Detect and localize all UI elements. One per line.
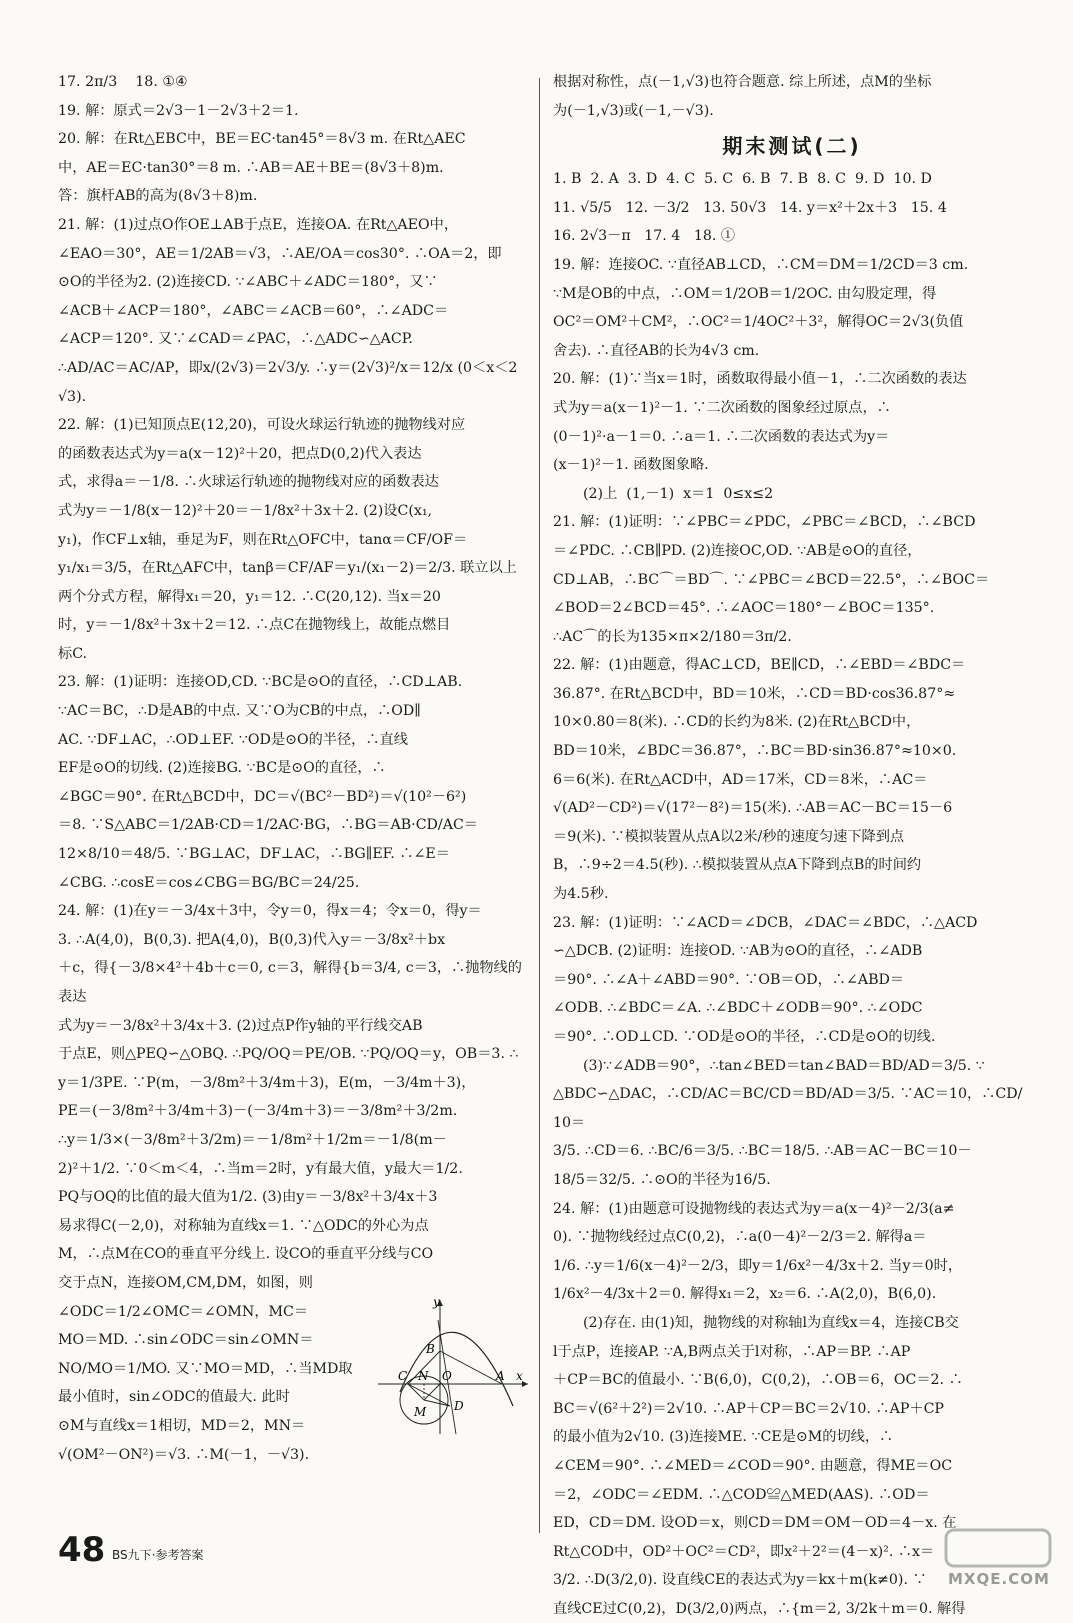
segment-mo (424, 1384, 440, 1400)
answer-line: ∴AD/AC＝AC/AP，即x/(2√3)＝2√3/y. ∴y＝(2√3)²/x＝12/x (0＜x＜2√3). (58, 359, 518, 405)
answer-line: 易求得C(－2,0)，对称轴为直线x＝1. ∵△ODC的外心为点 (58, 1217, 429, 1234)
answer-line: 11. √5/5 12. －3/2 13. 50√3 14. y＝x²＋2x＋3 15. 4 (553, 199, 947, 216)
answer-line: (3)∵∠ADB＝90°，∴tan∠BED＝tan∠BAD＝BD/AD＝3/5. ∵ (583, 1057, 985, 1074)
answer-line: 两个分式方程，解得x₁＝20，y₁＝12. ∴C(20,12). 当x＝20 (58, 588, 441, 605)
answer-line: (2)上 (1,－1) x＝1 0≤x≤2 (583, 485, 774, 502)
answer-line: 时，y＝－1/8x²＋3x＋2＝12. ∴点C在抛物线上，故能点燃目 (58, 617, 451, 634)
answer-line: 的最小值为2√10. (3)连接ME. ∵CE是⊙M的切线，∴ (553, 1429, 894, 1446)
answer-line: 为(－1,√3)或(－1,－√3). (553, 102, 714, 119)
answer-line: 23. 解：(1)证明：∵∠ACD＝∠DCB，∠DAC＝∠BDC，∴△ACD (553, 914, 978, 931)
answer-line: M，∴点M在CO的垂直平分线上. 设CO的垂直平分线与CO (58, 1246, 434, 1263)
answer-line: 标C. (58, 645, 88, 662)
answer-line: 24. 解：(1)由题意可设抛物线的表达式为y＝a(x－4)²－2/3(a≠ (553, 1200, 955, 1217)
answer-line: NO/MO＝1/MO. 又∵MO＝MD，∴当MD取 (58, 1360, 353, 1377)
answer-line: y₁/x₁＝3/5，在Rt△AFC中，tanβ＝CF/AF＝y₁/(x₁－2)＝2/3. 联立以上 (58, 560, 517, 577)
label-m: M (414, 1405, 427, 1419)
answer-line: CD⊥AB，∴BC⌒＝BD⌒. ∵∠PBC＝∠BCD＝22.5°，∴∠BOC＝ (553, 571, 990, 588)
answer-line: 1. B 2. A 3. D 4. C 5. C 6. B 7. B 8. C 9. D 10. D (553, 171, 932, 188)
answer-line: ∴y＝1/3×(－3/8m²＋3/2m)＝－1/8m²＋1/2m＝－1/8(m－ (58, 1131, 447, 1148)
answer-line: 36.87°. 在Rt△BCD中，BD＝10米，∴CD＝BD·cos36.87°≈ (553, 685, 956, 702)
segment-md (424, 1400, 450, 1406)
answer-line: 24. 解：(1)在y＝－3/4x＋3中，令y＝0，得x＝4；令x＝0，得y＝ (58, 903, 482, 920)
answer-line: ∠ODC＝1/2∠OMC＝∠OMN，MC＝ (58, 1303, 309, 1320)
x-axis-arrow (522, 1381, 528, 1387)
answer-line: PE＝(－3/8m²＋3/4m＋3)－(－3/4m＋3)＝－3/8m²＋3/2m. (58, 1103, 458, 1120)
watermark-badge (946, 1530, 1050, 1566)
answer-line: EF是⊙O的切线. (2)连接BG. ∵BC是⊙O的直径，∴ (58, 760, 386, 777)
answer-line: 为4.5秒. (553, 886, 609, 903)
answer-line: (2)存在. 由(1)知，抛物线的对称轴l为直线x＝4，连接CB交 (583, 1314, 959, 1331)
label-y: y (433, 1296, 440, 1309)
answer-line: 19. 解：连接OC. ∵直径AB⊥CD，∴CM＝DM＝1/2CD＝3 cm. (553, 256, 969, 273)
answer-line: 交于点N，连接OM,CM,DM，如图，则 (58, 1274, 313, 1291)
answer-line: y＝1/3PE. ∵P(m，－3/8m²＋3/4m＋3)，E(m，－3/4m＋3)， (58, 1074, 476, 1091)
answer-line: 20. 解：在Rt△EBC中，BE＝EC·tan45°＝8√3 m. 在Rt△AEC (58, 131, 466, 148)
answer-line: 直线CE过C(0,2)，D(3/2,0)两点，∴{m＝2, 3/2k＋m＝0. 解得 (553, 1600, 966, 1617)
answer-line: 12×8/10＝48/5. ∵BG⊥AC，DF⊥AC，∴BG∥EF. ∴∠E＝ (58, 846, 450, 863)
watermark-url: MXQE.COM (948, 1570, 1050, 1588)
answer-line: ∠ODB. ∴∠BDC＝∠A. ∴∠BDC＋∠ODB＝90°. ∴∠ODC (553, 1000, 923, 1017)
answer-line: △BDC∽△DAC，∴CD/AC＝BC/CD＝BD/AD＝3/5. ∵AC＝10，∴CD/10＝ (553, 1086, 1023, 1131)
answer-line: 1/6x²－4/3x＋2＝0. 解得x₁＝2，x₂＝6. ∴A(2,0)，B(6,0). (553, 1286, 937, 1303)
answer-line: 最小值时，sin∠ODC的值最大. 此时 (58, 1389, 290, 1406)
answer-line: 21. 解：(1)过点O作OE⊥AB于点E，连接OA. 在Rt△AEO中， (58, 216, 459, 233)
answer-line: AC. ∵DF⊥AC，∴OD⊥EF. ∵OD是⊙O的半径，∴直线 (58, 731, 408, 748)
answer-line: ＝∠PDC. ∴CB∥PD. (2)连接OC,OD. ∵AB是⊙O的直径， (553, 542, 922, 559)
answer-line: 10×0.80＝8(米). ∴CD的长约为8米. (2)在Rt△BCD中， (553, 714, 921, 731)
answer-line: 3/2. ∴D(3/2,0). 设直线CE的表达式为y＝kx＋m(k≠0). ∵ (553, 1572, 927, 1589)
answer-line: l于点P，连接AP. ∵A,B两点关于l对称，∴AP＝BP. ∴AP (553, 1343, 911, 1360)
answer-line: 的函数表达式为y＝a(x－12)²＋20，把点D(0,2)代入表达 (58, 445, 422, 462)
answer-line: 式为y＝－1/8(x－12)²＋20＝－1/8x²＋3x＋2. (2)设C(x₁, (58, 502, 433, 519)
page-number: 48 (58, 1530, 106, 1570)
answer-line: ∠BGC＝90°. 在Rt△BCD中，DC＝√(BC²－BD²)＝√(10²－6²) (58, 788, 467, 805)
answer-line: 舍去). ∴直径AB的长为4√3 cm. (553, 342, 760, 359)
answer-line: ∠CBG. ∴cosE＝cos∠CBG＝BG/BC＝24/25. (58, 874, 360, 891)
left-column (58, 68, 526, 1469)
answer-line: ⊙O的半径为2. (2)连接CD. ∵∠ABC＋∠ADC＝180°，又∵ (58, 274, 438, 291)
answer-line: 22. 解：(1)由题意，得AC⊥CD，BE∥CD，∴∠EBD＝∠BDC＝ (553, 657, 966, 674)
watermark-logo (940, 1528, 1058, 1590)
answer-line: 22. 解：(1)已知顶点E(12,20)，可设火球运行轨迹的抛物线对应 (58, 417, 466, 434)
answer-line: ∵M是OB的中点，∴OM＝1/2OB＝1/2OC. 由勾股定理，得 (553, 285, 937, 302)
right-column (553, 68, 1031, 1623)
answer-line: ＋c，得{－3/8×4²＋4b＋c＝0, c＝3，解得{b＝3/4, c＝3，∴抛物线的表达 (58, 960, 522, 1005)
answer-line: BC＝√(6²＋2²)＝2√10. ∴AP＋CP＝BC＝2√10. ∴AP＋CP (553, 1400, 944, 1417)
answer-line: ∠ACB＋∠ACP＝180°，∠ABC＝∠ACB＝60°，∴∠ADC＝ (58, 302, 449, 319)
answer-line: 16. 2√3－π 17. 4 18. ① (553, 228, 736, 245)
answer-line: ⊙M与直线x＝1相切，MD＝2，MN＝ (58, 1417, 306, 1434)
geometry-figure (378, 1296, 530, 1436)
column-divider (539, 78, 540, 1533)
answer-line: 18/5＝32/5. ∴⊙O的半径为16/5. (553, 1171, 771, 1188)
label-x: x (516, 1369, 523, 1383)
answer-line: 2)²＋1/2. ∵0＜m＜4，∴当m＝2时，y有最大值，y最大＝1/2. (58, 1160, 463, 1177)
answer-line: √(AD²－CD²)＝√(17²－8²)＝15(米). ∴AB＝AC－BC＝15－6 (553, 800, 953, 817)
answer-line: y₁)，作CF⊥x轴，垂足为F，则在Rt△OFC中，tanα＝CF/OF＝ (58, 531, 468, 548)
answer-line: ∠ACP＝120°. 又∵∠CAD＝∠PAC，∴△ADC∽△ACP. (58, 331, 413, 348)
answer-line: 式为y＝a(x－1)²－1. ∵二次函数的图象经过原点，∴ (553, 399, 891, 416)
answer-line: ∵AC＝BC，∴D是AB的中点. 又∵O为CB的中点，∴OD∥ (58, 703, 421, 720)
answer-line: (0－1)²·a－1＝0. ∴a＝1. ∴二次函数的表达式为y＝ (553, 428, 890, 445)
answer-line: ∴AC⌒的长为135×π×2/180＝3π/2. (553, 628, 792, 645)
answer-line: 1/6. ∴y＝1/6(x－4)²－2/3，即y＝1/6x²－4/3x＋2. 当y＝0时， (553, 1257, 963, 1274)
answer-line: 根据对称性，点(－1,√3)也符合题意. 综上所述，点M的坐标 (553, 74, 932, 90)
answer-line: ∠BOD＝2∠BCD＝45°. ∴∠AOC＝180°－∠BOC＝135°. (553, 600, 935, 617)
answer-line: 23. 解：(1)证明：连接OD,CD. ∵BC是⊙O的直径，∴CD⊥AB. (58, 674, 463, 691)
answer-line: ＋CP＝BC的值最小. ∵B(6,0)，C(0,2)，∴OB＝6，OC＝2. ∴ (553, 1372, 963, 1389)
footer-text: BS九下·参考答案 (112, 1548, 204, 1562)
answer-line: ＝9(米). ∵模拟装置从点A以2米/秒的速度匀速下降到点 (553, 828, 905, 845)
label-n: N (418, 1369, 429, 1383)
label-b: B (426, 1342, 435, 1356)
answer-line: (x－1)²－1. 函数图象略. (553, 457, 709, 474)
answer-line: ∽△DCB. (2)证明：连接OD. ∵AB为⊙O的直径，∴∠ADB (553, 943, 923, 960)
label-a: A (496, 1369, 505, 1383)
answer-line: 3/5. ∴CD＝6. ∴BC/6＝3/5. ∴BC＝18/5. ∴AB＝AC－BC＝10－ (553, 1143, 972, 1160)
answer-line: √(OM²－ON²)＝√3. ∴M(－1，－√3). (58, 1446, 310, 1463)
label-d: D (454, 1399, 464, 1413)
answer-line: ED，CD＝DM. 设OD＝x，则CD＝DM＝OM－OD＝4－x. 在 (553, 1515, 957, 1532)
answer-line: 17. 2π/3 18. ①④ (58, 74, 188, 90)
answer-line: 6＝6(米). 在Rt△ACD中，AD＝17米，CD＝8米，∴AC＝ (553, 771, 928, 788)
segment-mc (408, 1384, 424, 1400)
answer-line: ＝2，∠ODC＝∠EDM. ∴△COD≌△MED(AAS). ∴OD＝ (553, 1486, 930, 1503)
answer-line: ＝8. ∵S△ABC＝1/2AB·CD＝1/2AC·BG，∴BG＝AB·CD/AC＝ (58, 817, 478, 834)
answer-line: 0). ∵抛物线经过点C(0,2)，∴a(0－4)²－2/3＝2. 解得a＝ (553, 1229, 927, 1246)
answer-line: MO＝MD. ∴sin∠ODC＝sin∠OMN＝ (58, 1332, 314, 1349)
answer-line: PQ与OQ的比值的最大值为1/2. (3)由y＝－3/8x²＋3/4x＋3 (58, 1189, 438, 1206)
answer-line: 中，AE＝EC·tan30°＝8 m. ∴AB＝AE＋BE＝(8√3＋8)m. (58, 159, 444, 176)
answer-line: 19. 解：原式＝2√3－1－2√3＋2＝1. (58, 102, 299, 119)
answer-line: Rt△COD中，OD²＋OC²＝CD²，即x²＋2²＝(4－x)². ∴x＝ (553, 1543, 935, 1560)
answer-line: ＝90°. ∴∠A＋∠ABD＝90°. ∵OB＝OD，∴∠ABD＝ (553, 971, 905, 988)
section-title: 期末测试(二) (722, 134, 862, 159)
answer-line: 式，求得a＝－1/8. ∴火球运行轨迹的抛物线对应的函数表达 (58, 474, 439, 491)
answer-line: B，∴9÷2＝4.5(秒). ∴模拟装置从点A下降到点B的时间约 (553, 857, 922, 874)
answer-line: 3. ∴A(4,0)，B(0,3). 把A(4,0)，B(0,3)代入y＝－3/8x²＋bx (58, 931, 446, 948)
answer-line: 21. 解：(1)证明：∵∠PBC＝∠PDC，∠PBC＝∠BCD，∴∠BCD (553, 514, 976, 531)
label-c: C (398, 1369, 408, 1383)
answer-line: 于点E，则△PEQ∽△OBQ. ∴PQ/OQ＝PE/OB. ∵PQ/OQ＝y，OB＝3. ∴ (58, 1046, 519, 1063)
label-o: O (442, 1369, 452, 1383)
answer-line: 答：旗杆AB的高为(8√3＋8)m. (58, 188, 258, 205)
answer-line: ∠CEM＝90°. ∴∠MED＝∠COD＝90°. 由题意，得ME＝OC (553, 1457, 953, 1474)
answer-line: 20. 解：(1)∵当x＝1时，函数取得最小值－1，∴二次函数的表达 (553, 371, 967, 388)
answer-line: 式为y＝－3/8x²＋3/4x＋3. (2)过点P作y轴的平行线交AB (58, 1017, 423, 1034)
answer-line: OC²＝OM²＋CM²，∴OC²＝1/4OC²＋3²，解得OC＝2√3(负值 (553, 314, 964, 331)
answer-line: ＝90°. ∴OD⊥CD. ∵OD是⊙O的半径，∴CD是⊙O的切线. (553, 1029, 936, 1045)
answer-line: BD＝10米，∠BDC＝36.87°，∴BC＝BD·sin36.87°≈10×0. (553, 743, 957, 760)
answer-line: ∠EAO＝30°，AE＝1/2AB＝√3，∴AE/OA＝cos30°. ∴OA＝2，即 (58, 245, 502, 262)
